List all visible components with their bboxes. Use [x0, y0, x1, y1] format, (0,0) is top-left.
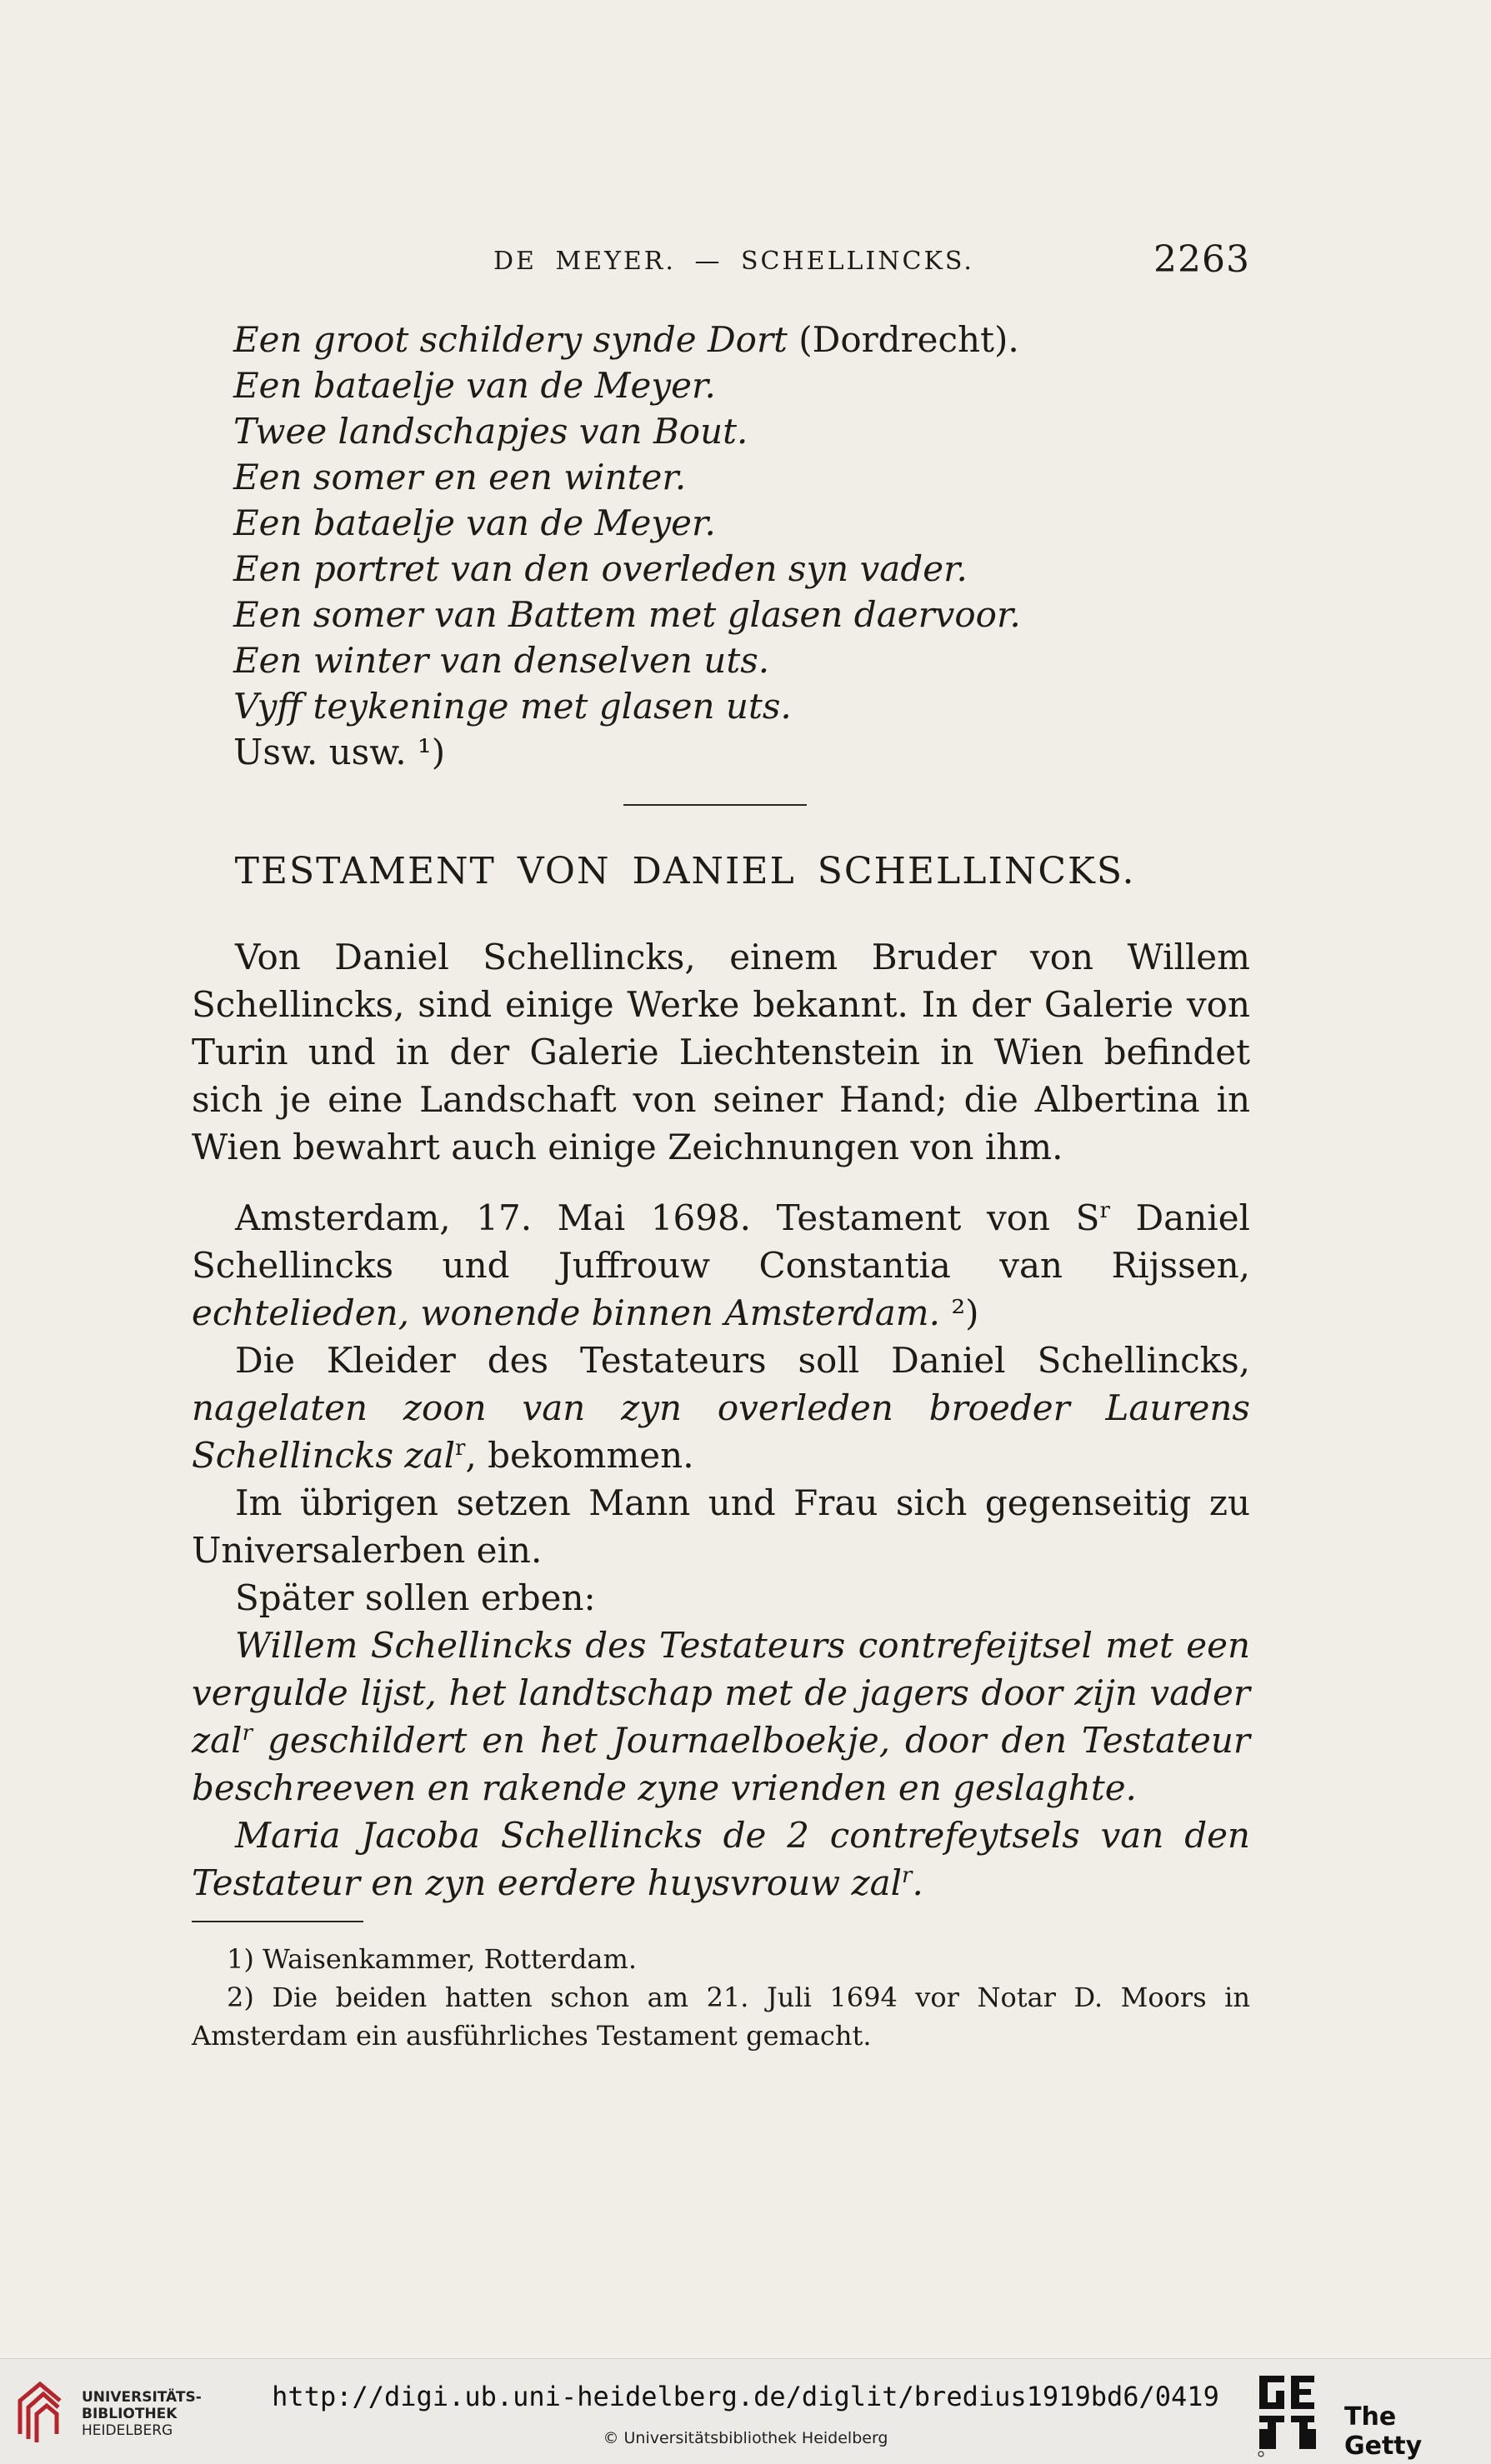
running-title: DE MEYER. — SCHELLINCKS.	[493, 247, 974, 276]
inventory-item: Een bataelje van de Meyer.	[233, 502, 716, 543]
inventory-item: Twee landschapjes van Bout.	[233, 411, 748, 452]
library-name-line1: UNIVERSITÄTS-	[82, 2389, 202, 2406]
getty-label: The Getty	[1344, 2402, 1423, 2461]
inventory-item: Usw. usw. ¹)	[233, 732, 446, 772]
inventory-item: Een somer van Battem met glasen daervoor.	[233, 594, 1021, 635]
copyright-notice: © Universitätsbibliothek Heidelberg	[603, 2429, 888, 2447]
inventory-item: Een winter van denselven uts.	[233, 640, 770, 681]
paragraph-testament: Amsterdam, 17. Mai 1698. Testament von $S^r$ Daniel Schellincks und Juffrouw Constantia van Rijssen, echtelieden, wonende binnen Amsterdam. ²)	[192, 1197, 1250, 1333]
page-number: 2263	[1153, 238, 1250, 281]
body-text	[192, 933, 1250, 1907]
inventory-list	[233, 317, 1021, 775]
footnote-divider	[192, 1921, 363, 1922]
footnote: 2) Die beiden hatten schon am 21. Juli 1694 vor Notar D. Moors in Amsterdam ein ausführliches Testament gemacht.	[192, 1982, 1250, 2052]
paragraph-later: Später sollen erben:	[235, 1577, 596, 1618]
footnotes	[192, 1940, 1250, 2055]
paragraph-maria: Maria Jacoba Schellincks de 2 contrefeytsels van den Testateur en zyn eerdere huysvrouw zal$^r$.	[192, 1815, 1250, 1903]
footnote: 1) Waisenkammer, Rotterdam.	[227, 1943, 638, 1975]
library-name-line2: BIBLIOTHEK	[82, 2406, 178, 2422]
digitization-footer	[0, 2358, 1491, 2464]
paragraph-heirs: Im übrigen setzen Mann und Frau sich gegenseitig zu Universalerben ein.	[192, 1482, 1250, 1571]
running-header	[0, 238, 1491, 292]
section-title: TESTAMENT VON DANIEL SCHELLINCKS.	[234, 850, 1136, 892]
inventory-item: Een bataelje van de Meyer.	[233, 365, 716, 406]
inventory-item: Een somer en een winter.	[233, 457, 687, 497]
paragraph-intro: Von Daniel Schellincks, einem Bruder von Willem Schellincks, sind einige Werke bekannt. In der Galerie von Turin und in der Galerie Liechtenstein in Wien befindet sich je eine Landschaft von seiner Hand; die Albertina in Wien bewahrt auch einige Zeichnungen von ihm.	[192, 937, 1250, 1167]
library-name-line3: HEIDELBERG	[82, 2422, 173, 2439]
section-divider	[623, 804, 807, 806]
getty-logo[interactable]	[1254, 2374, 1479, 2461]
getty-mark-icon	[1254, 2374, 1321, 2457]
inventory-item: Een portret van den overleden syn vader.	[233, 548, 968, 589]
inventory-item: Een groot schildery synde Dort (Dordrecht).	[233, 319, 1019, 360]
permalink-url[interactable]: http://digi.ub.uni-heidelberg.de/diglit/bredius1919bd6/0419	[272, 2381, 1219, 2412]
paragraph-willem: Willem Schellincks des Testateurs contrefeijtsel met een vergulde lijst, het landtschap met de jagers door zijn vader zal$^r$ geschildert en het Journaelboekje, door den Testateur beschreeven en rakende zyne vrienden en geslaghte.	[192, 1625, 1250, 1808]
paragraph-clothes: Die Kleider des Testateurs soll Daniel Schellincks, nagelaten zoon van zyn overleden broeder Laurens Schellincks zal$^r$, bekommen.	[192, 1340, 1250, 1476]
inventory-item: Vyff teykeninge met glasen uts.	[233, 686, 792, 727]
